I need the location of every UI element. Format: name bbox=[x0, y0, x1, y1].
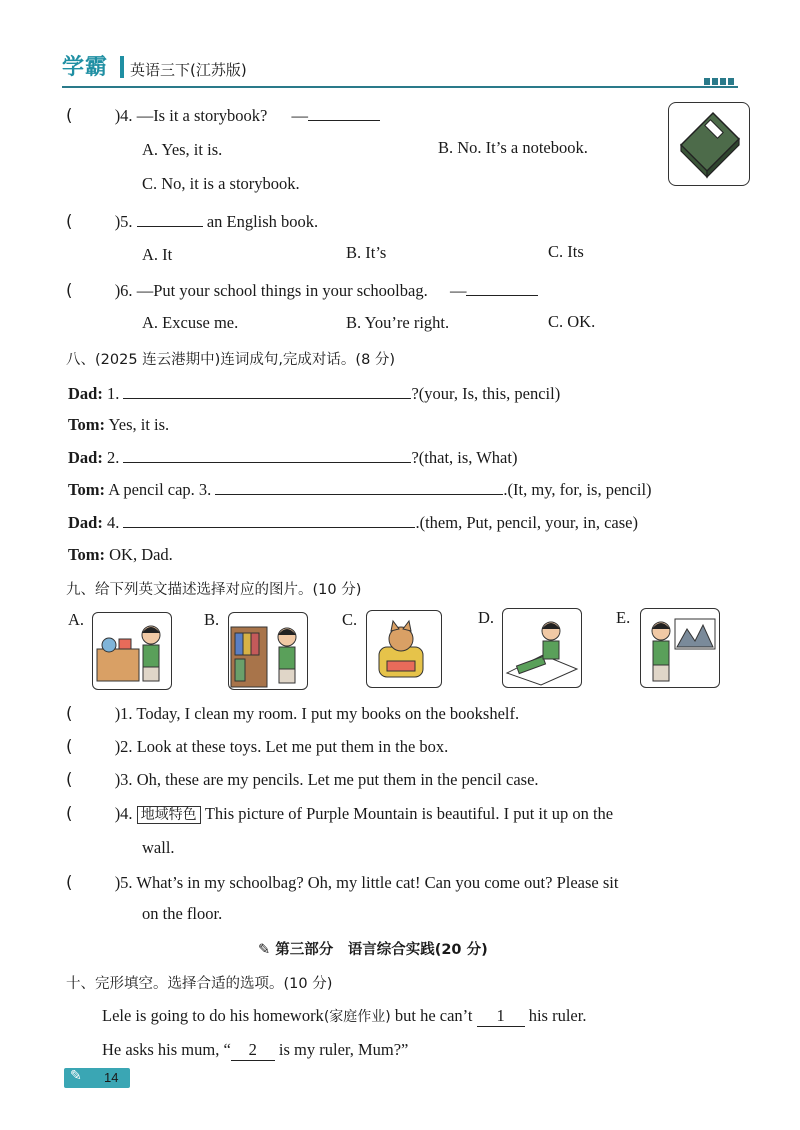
q-number: )1. bbox=[114, 704, 133, 723]
option-b: B. No. It’s a notebook. bbox=[438, 138, 588, 157]
dialogue-line-1 bbox=[68, 382, 560, 404]
picture-b-bookshelf bbox=[228, 612, 308, 690]
option-c: C. No, it is a storybook. bbox=[142, 174, 300, 193]
picture-label-a: A. bbox=[68, 610, 85, 629]
answer-blank[interactable] bbox=[123, 511, 415, 528]
cloze-cn-note: (家庭作业) bbox=[323, 1009, 391, 1025]
question-stem: —Is it a storybook? bbox=[136, 106, 268, 125]
speaker: Dad: bbox=[68, 384, 103, 403]
cloze-line-2 bbox=[102, 1040, 408, 1061]
picture-label-d: D. bbox=[478, 608, 495, 627]
s9-item-2 bbox=[66, 737, 448, 757]
dash: — bbox=[449, 281, 467, 300]
cloze-line-1 bbox=[102, 1006, 586, 1027]
footer-tab bbox=[64, 1068, 130, 1088]
logo-divider bbox=[120, 56, 124, 78]
section-8-heading: 八、(2025 连云港期中)连词成句,完成对话。(8 分) bbox=[66, 352, 396, 368]
q-number: )2. bbox=[114, 737, 133, 756]
s9-item-3 bbox=[66, 770, 539, 790]
option-b: B. It’s bbox=[346, 243, 387, 262]
q-number: )4. bbox=[114, 106, 133, 125]
picture-c-cat-schoolbag bbox=[366, 610, 442, 688]
dialogue-line-4 bbox=[68, 478, 652, 500]
line-number: 1. bbox=[106, 384, 120, 403]
answer-paren[interactable]: ( bbox=[66, 212, 73, 231]
picture-d-pencils bbox=[502, 608, 582, 688]
line-number: 4. bbox=[106, 513, 120, 532]
answer-blank[interactable] bbox=[308, 104, 380, 121]
s9-item-5-cont: on the floor. bbox=[142, 904, 223, 923]
description: What’s in my schoolbag? Oh, my little cat! Can you come out? Please sit bbox=[136, 873, 619, 892]
word-hint: .(them, Put, pencil, your, in, case) bbox=[415, 513, 638, 532]
reply-text: Yes, it is. bbox=[108, 415, 170, 434]
answer-paren[interactable]: ( bbox=[66, 704, 73, 723]
speaker: Tom: bbox=[68, 415, 105, 434]
s9-item-4 bbox=[66, 804, 613, 824]
picture-a-toys-box bbox=[92, 612, 172, 690]
s9-item-1 bbox=[66, 704, 519, 724]
part-3-title: 第三部分 语言综合实践(20 分) bbox=[275, 942, 488, 958]
speaker: Tom: bbox=[68, 545, 105, 564]
q-number: )6. bbox=[114, 281, 133, 300]
notebook-icon bbox=[669, 103, 749, 185]
line-number: 3. bbox=[198, 480, 212, 499]
dialogue-line-6 bbox=[68, 545, 173, 565]
dialogue-line-5 bbox=[68, 511, 638, 533]
answer-paren[interactable]: ( bbox=[66, 770, 73, 789]
dialogue-line-2 bbox=[68, 415, 169, 435]
cloze-blank-2[interactable]: 2 bbox=[231, 1040, 275, 1061]
answer-paren[interactable]: ( bbox=[66, 737, 73, 756]
s9-item-4-cont: wall. bbox=[142, 838, 175, 857]
speaker: Dad: bbox=[68, 448, 103, 467]
answer-blank[interactable] bbox=[137, 210, 203, 227]
description: This picture of Purple Mountain is beautiful. I put it up on the bbox=[204, 804, 614, 823]
answer-blank[interactable] bbox=[123, 382, 411, 399]
q-number: )5. bbox=[114, 873, 133, 892]
page-header bbox=[62, 50, 738, 90]
option-c: C. OK. bbox=[548, 312, 596, 331]
option-a: A. Excuse me. bbox=[142, 313, 239, 332]
part-3-heading bbox=[258, 938, 488, 959]
book-title: 英语三下(江苏版) bbox=[130, 61, 247, 79]
q-number: )3. bbox=[114, 770, 133, 789]
cloze-blank-1[interactable]: 1 bbox=[477, 1006, 525, 1027]
picture-label-e: E. bbox=[616, 608, 631, 627]
picture-label-b: B. bbox=[204, 610, 220, 629]
s9-item-5 bbox=[66, 873, 618, 893]
edit-icon: ✎ bbox=[258, 942, 271, 958]
option-b: B. You’re right. bbox=[346, 313, 450, 332]
q-number: )5. bbox=[114, 212, 133, 231]
answer-paren[interactable]: ( bbox=[66, 106, 73, 125]
notebook-picture bbox=[668, 102, 750, 186]
answer-paren[interactable]: ( bbox=[66, 281, 73, 300]
description: Look at these toys. Let me put them in the box. bbox=[136, 737, 449, 756]
word-hint: .(It, my, for, is, pencil) bbox=[503, 480, 652, 499]
q7-4-row bbox=[66, 104, 380, 126]
picture-label-c: C. bbox=[342, 610, 358, 629]
option-c: C. Its bbox=[548, 242, 584, 261]
pencil-icon: ✎ bbox=[70, 1068, 82, 1084]
speaker: Dad: bbox=[68, 513, 103, 532]
description: Oh, these are my pencils. Let me put them in the pencil case. bbox=[136, 770, 539, 789]
line-number: 2. bbox=[106, 448, 120, 467]
cloze-text: Lele is going to do his homework bbox=[102, 1006, 324, 1025]
speaker: Tom: bbox=[68, 480, 105, 499]
section-10-heading: 十、完形填空。选择合适的选项。(10 分) bbox=[66, 976, 333, 992]
option-a: A. Yes, it is. bbox=[142, 140, 223, 159]
cloze-text: is my ruler, Mum?” bbox=[278, 1040, 409, 1059]
page-number: 14 bbox=[104, 1070, 119, 1085]
answer-blank[interactable] bbox=[123, 446, 411, 463]
picture-e-mountain-painting bbox=[640, 608, 720, 688]
word-hint: ?(your, Is, this, pencil) bbox=[411, 384, 561, 403]
word-hint: ?(that, is, What) bbox=[411, 448, 518, 467]
q7-6-row bbox=[66, 279, 538, 301]
dash: — bbox=[291, 106, 309, 125]
question-stem: —Put your school things in your schoolbag. bbox=[136, 281, 428, 300]
q-number: )4. bbox=[114, 804, 133, 823]
reply-text: A pencil cap. bbox=[108, 480, 195, 499]
answer-paren[interactable]: ( bbox=[66, 804, 73, 823]
question-stem: an English book. bbox=[206, 212, 319, 231]
cloze-text: He asks his mum, “ bbox=[102, 1040, 231, 1059]
regional-feature-tag: 地域特色 bbox=[137, 806, 201, 824]
cloze-text: but he can’t bbox=[394, 1006, 473, 1025]
option-a: A. It bbox=[142, 245, 173, 264]
brand-logo: 学霸 bbox=[62, 55, 109, 80]
header-rule bbox=[62, 86, 738, 88]
answer-blank[interactable] bbox=[215, 478, 503, 495]
cloze-text: his ruler. bbox=[528, 1006, 587, 1025]
answer-blank[interactable] bbox=[466, 279, 538, 296]
dialogue-line-3 bbox=[68, 446, 517, 468]
answer-paren[interactable]: ( bbox=[66, 873, 73, 892]
section-9-heading: 九、给下列英文描述选择对应的图片。(10 分) bbox=[66, 582, 362, 598]
description: Today, I clean my room. I put my books on the bookshelf. bbox=[136, 704, 520, 723]
q7-5-row bbox=[66, 210, 318, 232]
reply-text: OK, Dad. bbox=[109, 545, 173, 564]
